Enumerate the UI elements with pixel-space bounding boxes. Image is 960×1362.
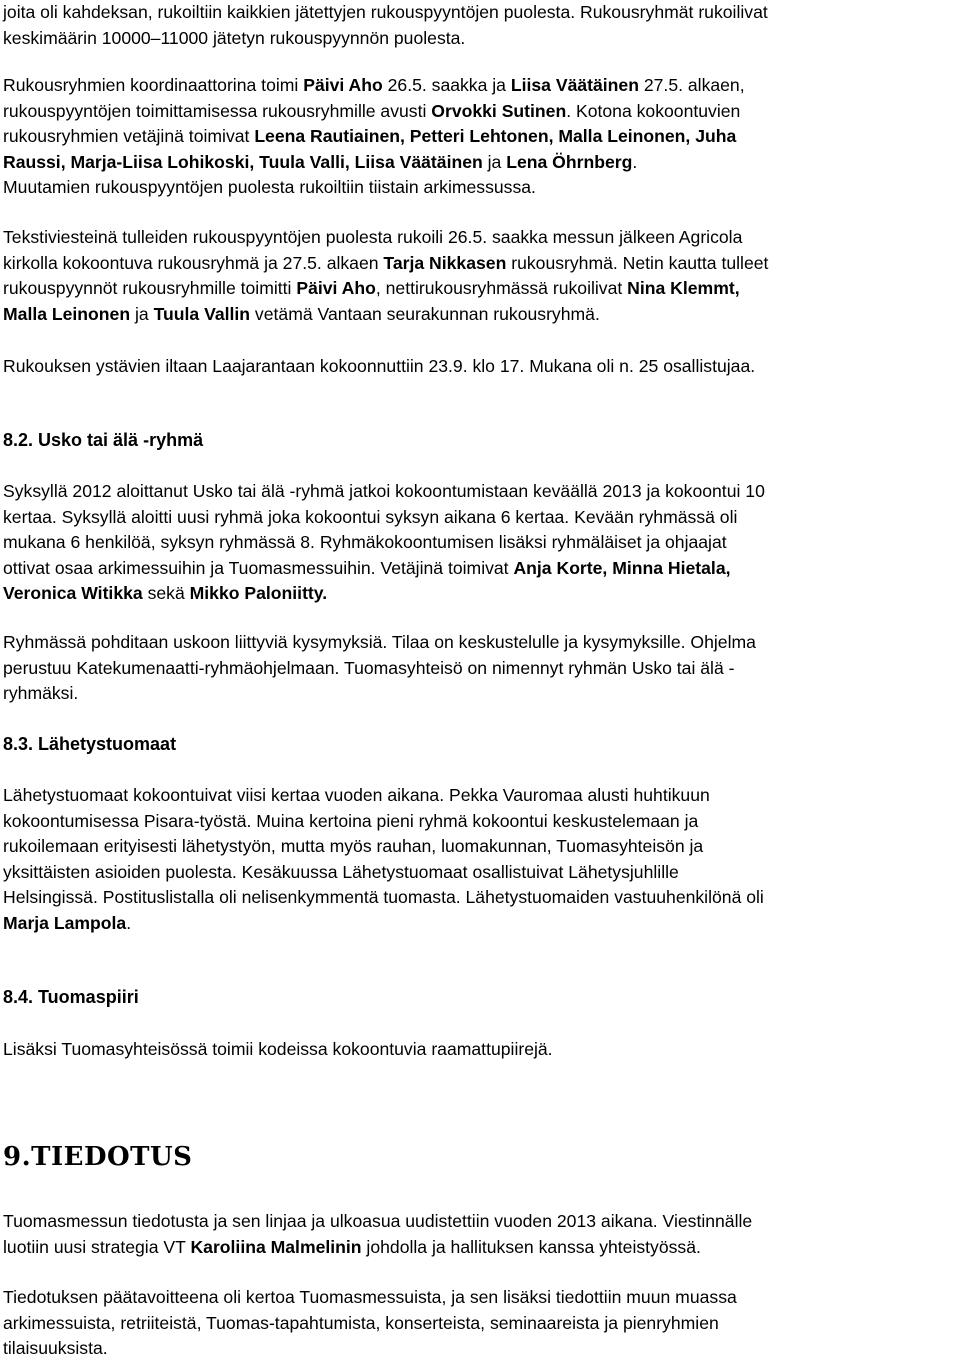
text-line xyxy=(3,1037,553,1063)
bold-name: Veronica Witikka xyxy=(3,583,143,603)
text-run: Ryhmässä pohditaan uskoon liittyviä kysymyksiä. Tilaa on keskustelulle ja kysymyksille. Ohjelma xyxy=(3,632,756,652)
text-line xyxy=(3,530,765,556)
text-run: vetämä Vantaan seurakunnan rukousryhmä. xyxy=(250,303,600,324)
text-run: Syksyllä 2012 aloittanut Usko tai älä -ryhmä jatkoi kokoontumistaan keväällä 2013 ja kokoontui 10 xyxy=(3,481,765,501)
text-line xyxy=(3,505,765,531)
text-run: johdolla ja hallituksen kanssa yhteistyössä. xyxy=(361,1236,701,1257)
bold-name: Marja Lampola xyxy=(3,912,127,933)
text-run: ryhmäksi. xyxy=(3,683,79,703)
text-run: kertaa. Syksyllä aloitti uusi ryhmä joka kokoontui syksyn aikana 6 kertaa. Kevään ryhmässä oli xyxy=(3,506,738,527)
text-line xyxy=(3,809,764,835)
bold-name: Lena Öhrnberg xyxy=(506,151,633,172)
text-run: rukouspyynnöt rukousryhmille toimitti xyxy=(3,278,297,298)
prayer-groups-paragraph xyxy=(3,73,745,201)
text-line xyxy=(3,251,768,277)
text-run: ja xyxy=(482,151,507,172)
text-line xyxy=(3,1336,737,1362)
text-line xyxy=(3,1209,752,1235)
section-8-3-heading: 8.3. Lähetystuomaat xyxy=(3,734,177,754)
bold-name: Päivi Aho xyxy=(303,75,383,95)
text-line xyxy=(3,911,764,937)
text-line xyxy=(3,479,765,505)
text-line xyxy=(3,656,756,682)
friends-evening-paragraph xyxy=(3,354,755,380)
bold-name: Liisa Väätäinen xyxy=(510,75,639,95)
chapter-9-heading: 9.TIEDOTUS xyxy=(3,1142,193,1172)
text-line xyxy=(3,860,764,886)
text-line xyxy=(3,1285,737,1311)
bold-name: Raussi, Marja-Liisa Lohikoski, Tuula Valli, Liisa Väätäinen xyxy=(3,151,483,172)
text-line xyxy=(3,354,755,380)
text-line xyxy=(3,99,745,125)
text-run: rukouspyyntöjen toimittamisessa rukousryhmille avusti xyxy=(3,100,432,121)
text-run: sekä xyxy=(142,583,190,603)
text-run: , nettirukousryhmässä rukoilivat xyxy=(375,278,628,298)
bold-name: Mikko Paloniitty. xyxy=(189,583,328,603)
bold-name: Orvokki Sutinen xyxy=(431,100,567,121)
section-8-2-heading: 8.2. Usko tai älä -ryhmä xyxy=(3,430,204,450)
bold-name: Malla Leinonen xyxy=(3,303,131,324)
text-line xyxy=(3,834,764,860)
text-line xyxy=(3,0,768,26)
text-run: tilaisuuksista. xyxy=(3,1338,108,1358)
text-run: ja xyxy=(130,303,154,324)
text-run: Rukouksen ystävien iltaan Laajarantaan kokoonnuttiin 23.9. klo 17. Mukana oli n. 25 osallistujaa. xyxy=(3,356,756,376)
text-summaries-paragraph xyxy=(3,225,768,327)
text-line xyxy=(3,581,765,607)
section-8-4-paragraph-1 xyxy=(3,1037,553,1063)
text-line xyxy=(3,302,768,328)
text-run: Muutamien rukouspyyntöjen puolesta rukoiltiin tiistain arkimessussa. xyxy=(3,177,536,197)
text-run: luotiin uusi strategia VT xyxy=(3,1236,191,1257)
bold-name: Nina Klemmt, xyxy=(627,278,740,298)
text-run: kokoontumisessa Pisara-työstä. Muina kertoina pieni ryhmä kokoontui keskustelemaan ja xyxy=(3,810,699,831)
text-run: kirkolla kokoontuva rukousryhmä ja 27.5. alkaen xyxy=(3,252,384,273)
text-run: arkimessuista, retriiteistä, Tuomas-tapahtumista, konserteista, seminaareista ja pienryhmien xyxy=(3,1312,719,1333)
text-run: rukousryhmien vetäjinä toimivat xyxy=(3,126,255,146)
bold-name: Tarja Nikkasen xyxy=(383,252,507,273)
text-run: Lähetystuomaat kokoontuivat viisi kertaa vuoden aikana. Pekka Vauromaa alusti huhtikuun xyxy=(3,785,710,805)
text-run: 26.5. saakka ja xyxy=(382,75,511,95)
text-line xyxy=(3,73,745,99)
text-run: Tiedotuksen päätavoitteena oli kertoa Tuomasmessuista, ja sen lisäksi tiedottiin muun muassa xyxy=(3,1287,737,1307)
text-line xyxy=(3,124,745,150)
text-line xyxy=(3,885,764,911)
intro-paragraph xyxy=(3,0,768,51)
text-line xyxy=(3,26,768,52)
text-line xyxy=(3,556,765,582)
bold-name: Anja Korte, Minna Hietala, xyxy=(513,557,731,578)
bold-name: Karoliina Malmelinin xyxy=(190,1236,362,1257)
text-run: . xyxy=(632,151,638,172)
text-run: . xyxy=(126,912,132,933)
text-line xyxy=(3,630,756,656)
text-run: ottivat osaa arkimessuihin ja Tuomasmessuihin. Vetäjinä toimivat xyxy=(3,557,514,578)
text-line xyxy=(3,1311,737,1337)
text-run: perustuu Katekumenaatti-ryhmäohjelmaan. Tuomasyhteisö on nimennyt ryhmän Usko tai älä - xyxy=(3,657,735,678)
text-line xyxy=(3,783,764,809)
section-8-2-paragraph-1 xyxy=(3,479,765,607)
chapter-9-paragraph-1 xyxy=(3,1209,752,1260)
text-line xyxy=(3,150,745,176)
text-run: Tuomasmessun tiedotusta ja sen linjaa ja ulkoasua uudistettiin vuoden 2013 aikana. Viestinnälle xyxy=(3,1211,753,1231)
text-run: rukousryhmä. Netin kautta tulleet xyxy=(506,252,769,273)
text-line xyxy=(3,681,756,707)
text-line xyxy=(3,225,768,251)
text-run: yksittäisten asioiden puolesta. Kesäkuussa Lähetystuomaat osallistuivat Lähetysjuhlille xyxy=(3,861,679,882)
text-line xyxy=(3,1235,752,1261)
text-run: Tekstiviesteinä tulleiden rukouspyyntöjen puolesta rukoili 26.5. saakka messun jälkeen Agricola xyxy=(3,227,743,247)
text-run: 27.5. alkaen, xyxy=(638,75,745,95)
section-8-2-paragraph-2 xyxy=(3,630,756,707)
text-run: Rukousryhmien koordinaattorina toimi xyxy=(3,75,304,95)
section-8-3-paragraph-1 xyxy=(3,783,764,936)
section-8-4-heading: 8.4. Tuomaspiiri xyxy=(3,987,139,1007)
bold-name: Tuula Vallin xyxy=(153,303,251,324)
text-run: rukoilemaan erityisesti lähetystyön, mutta myös rauhan, luomakunnan, Tuomasyhteisön ja xyxy=(3,836,704,856)
text-run: Lisäksi Tuomasyhteisössä toimii kodeissa kokoontuvia raamattupiirejä. xyxy=(3,1039,553,1059)
text-run: . Kotona kokoontuvien xyxy=(566,100,741,121)
text-run: joita oli kahdeksan, rukoiltiin kaikkien jätettyjen rukouspyyntöjen puolesta. Rukousryhmät rukoilivat xyxy=(3,2,768,22)
text-run: Helsingissä. Postituslistalla oli nelisenkymmentä tuomasta. Lähetystuomaiden vastuuhenkilönä oli xyxy=(3,887,764,907)
bold-name: Leena Rautiainen, Petteri Lehtonen, Malla Leinonen, Juha xyxy=(254,126,737,146)
text-run: keskimäärin 10000–11000 jätetyn rukouspyynnön puolesta. xyxy=(3,27,466,48)
text-run: mukana 6 henkilöä, syksyn ryhmässä 8. Ryhmäkokoontumisen lisäksi ryhmäläiset ja ohjaajat xyxy=(3,532,727,552)
chapter-9-paragraph-2 xyxy=(3,1285,737,1362)
text-line xyxy=(3,175,745,201)
text-line xyxy=(3,276,768,302)
bold-name: Päivi Aho xyxy=(296,278,376,298)
